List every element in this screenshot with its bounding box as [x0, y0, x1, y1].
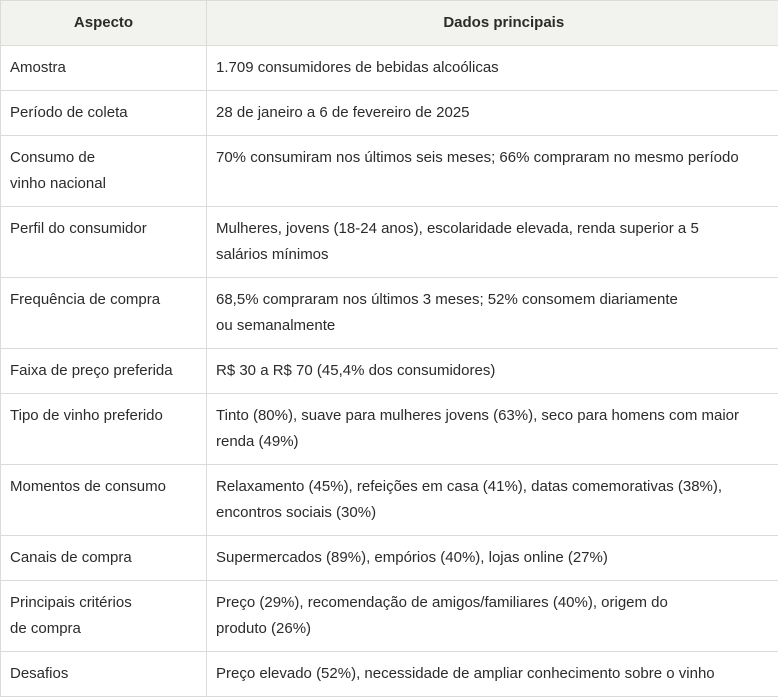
data-line: Relaxamento (45%), refeições em casa (41%), datas comemorativas (38%),	[216, 478, 722, 495]
table-header	[1, 1, 778, 46]
table-row	[1, 136, 778, 207]
data-cell: 1.709 consumidores de bebidas alcoólicas	[207, 46, 778, 91]
data-cell	[207, 278, 778, 349]
data-line: ou semanalmente	[216, 317, 335, 334]
data-cell: 28 de janeiro a 6 de fevereiro de 2025	[207, 91, 778, 136]
table-row	[1, 46, 778, 91]
table-row	[1, 207, 778, 278]
aspect-cell	[1, 581, 207, 652]
aspect-line: Consumo de	[10, 149, 95, 166]
header-dados-principais: Dados principais	[207, 1, 778, 46]
aspect-cell: Perfil do consumidor	[1, 207, 207, 278]
data-line: renda (49%)	[216, 433, 299, 450]
data-line: Preço (29%), recomendação de amigos/familiares (40%), origem do	[216, 594, 668, 611]
data-line: Tinto (80%), suave para mulheres jovens (63%), seco para homens com maior	[216, 407, 739, 424]
table-row	[1, 394, 778, 465]
aspect-cell: Canais de compra	[1, 536, 207, 581]
data-line: encontros sociais (30%)	[216, 504, 376, 521]
aspect-cell: Desafios	[1, 652, 207, 697]
header-aspecto: Aspecto	[1, 1, 207, 46]
table-row	[1, 536, 778, 581]
data-line: salários mínimos	[216, 246, 329, 263]
data-line: produto (26%)	[216, 620, 311, 637]
data-line: Mulheres, jovens (18-24 anos), escolaridade elevada, renda superior a 5	[216, 220, 699, 237]
table-row	[1, 581, 778, 652]
table-row	[1, 465, 778, 536]
aspect-cell: Tipo de vinho preferido	[1, 394, 207, 465]
aspect-line: vinho nacional	[10, 175, 106, 192]
aspect-cell: Frequência de compra	[1, 278, 207, 349]
header-row	[1, 1, 778, 46]
table-row	[1, 278, 778, 349]
aspect-cell	[1, 136, 207, 207]
data-cell: Preço elevado (52%), necessidade de ampliar conhecimento sobre o vinho	[207, 652, 778, 697]
data-cell: R$ 30 a R$ 70 (45,4% dos consumidores)	[207, 349, 778, 394]
table-body	[1, 46, 778, 697]
data-cell	[207, 207, 778, 278]
aspect-cell: Período de coleta	[1, 91, 207, 136]
data-cell	[207, 465, 778, 536]
table-row	[1, 91, 778, 136]
aspect-cell: Momentos de consumo	[1, 465, 207, 536]
aspect-line: Principais critérios	[10, 594, 132, 611]
data-line: 68,5% compraram nos últimos 3 meses; 52% consomem diariamente	[216, 291, 678, 308]
table-row	[1, 349, 778, 394]
aspect-line: de compra	[10, 620, 81, 637]
data-cell: Supermercados (89%), empórios (40%), lojas online (27%)	[207, 536, 778, 581]
data-cell: 70% consumiram nos últimos seis meses; 66% compraram no mesmo período	[207, 136, 778, 207]
data-cell	[207, 394, 778, 465]
data-cell	[207, 581, 778, 652]
aspect-cell: Amostra	[1, 46, 207, 91]
aspect-cell: Faixa de preço preferida	[1, 349, 207, 394]
